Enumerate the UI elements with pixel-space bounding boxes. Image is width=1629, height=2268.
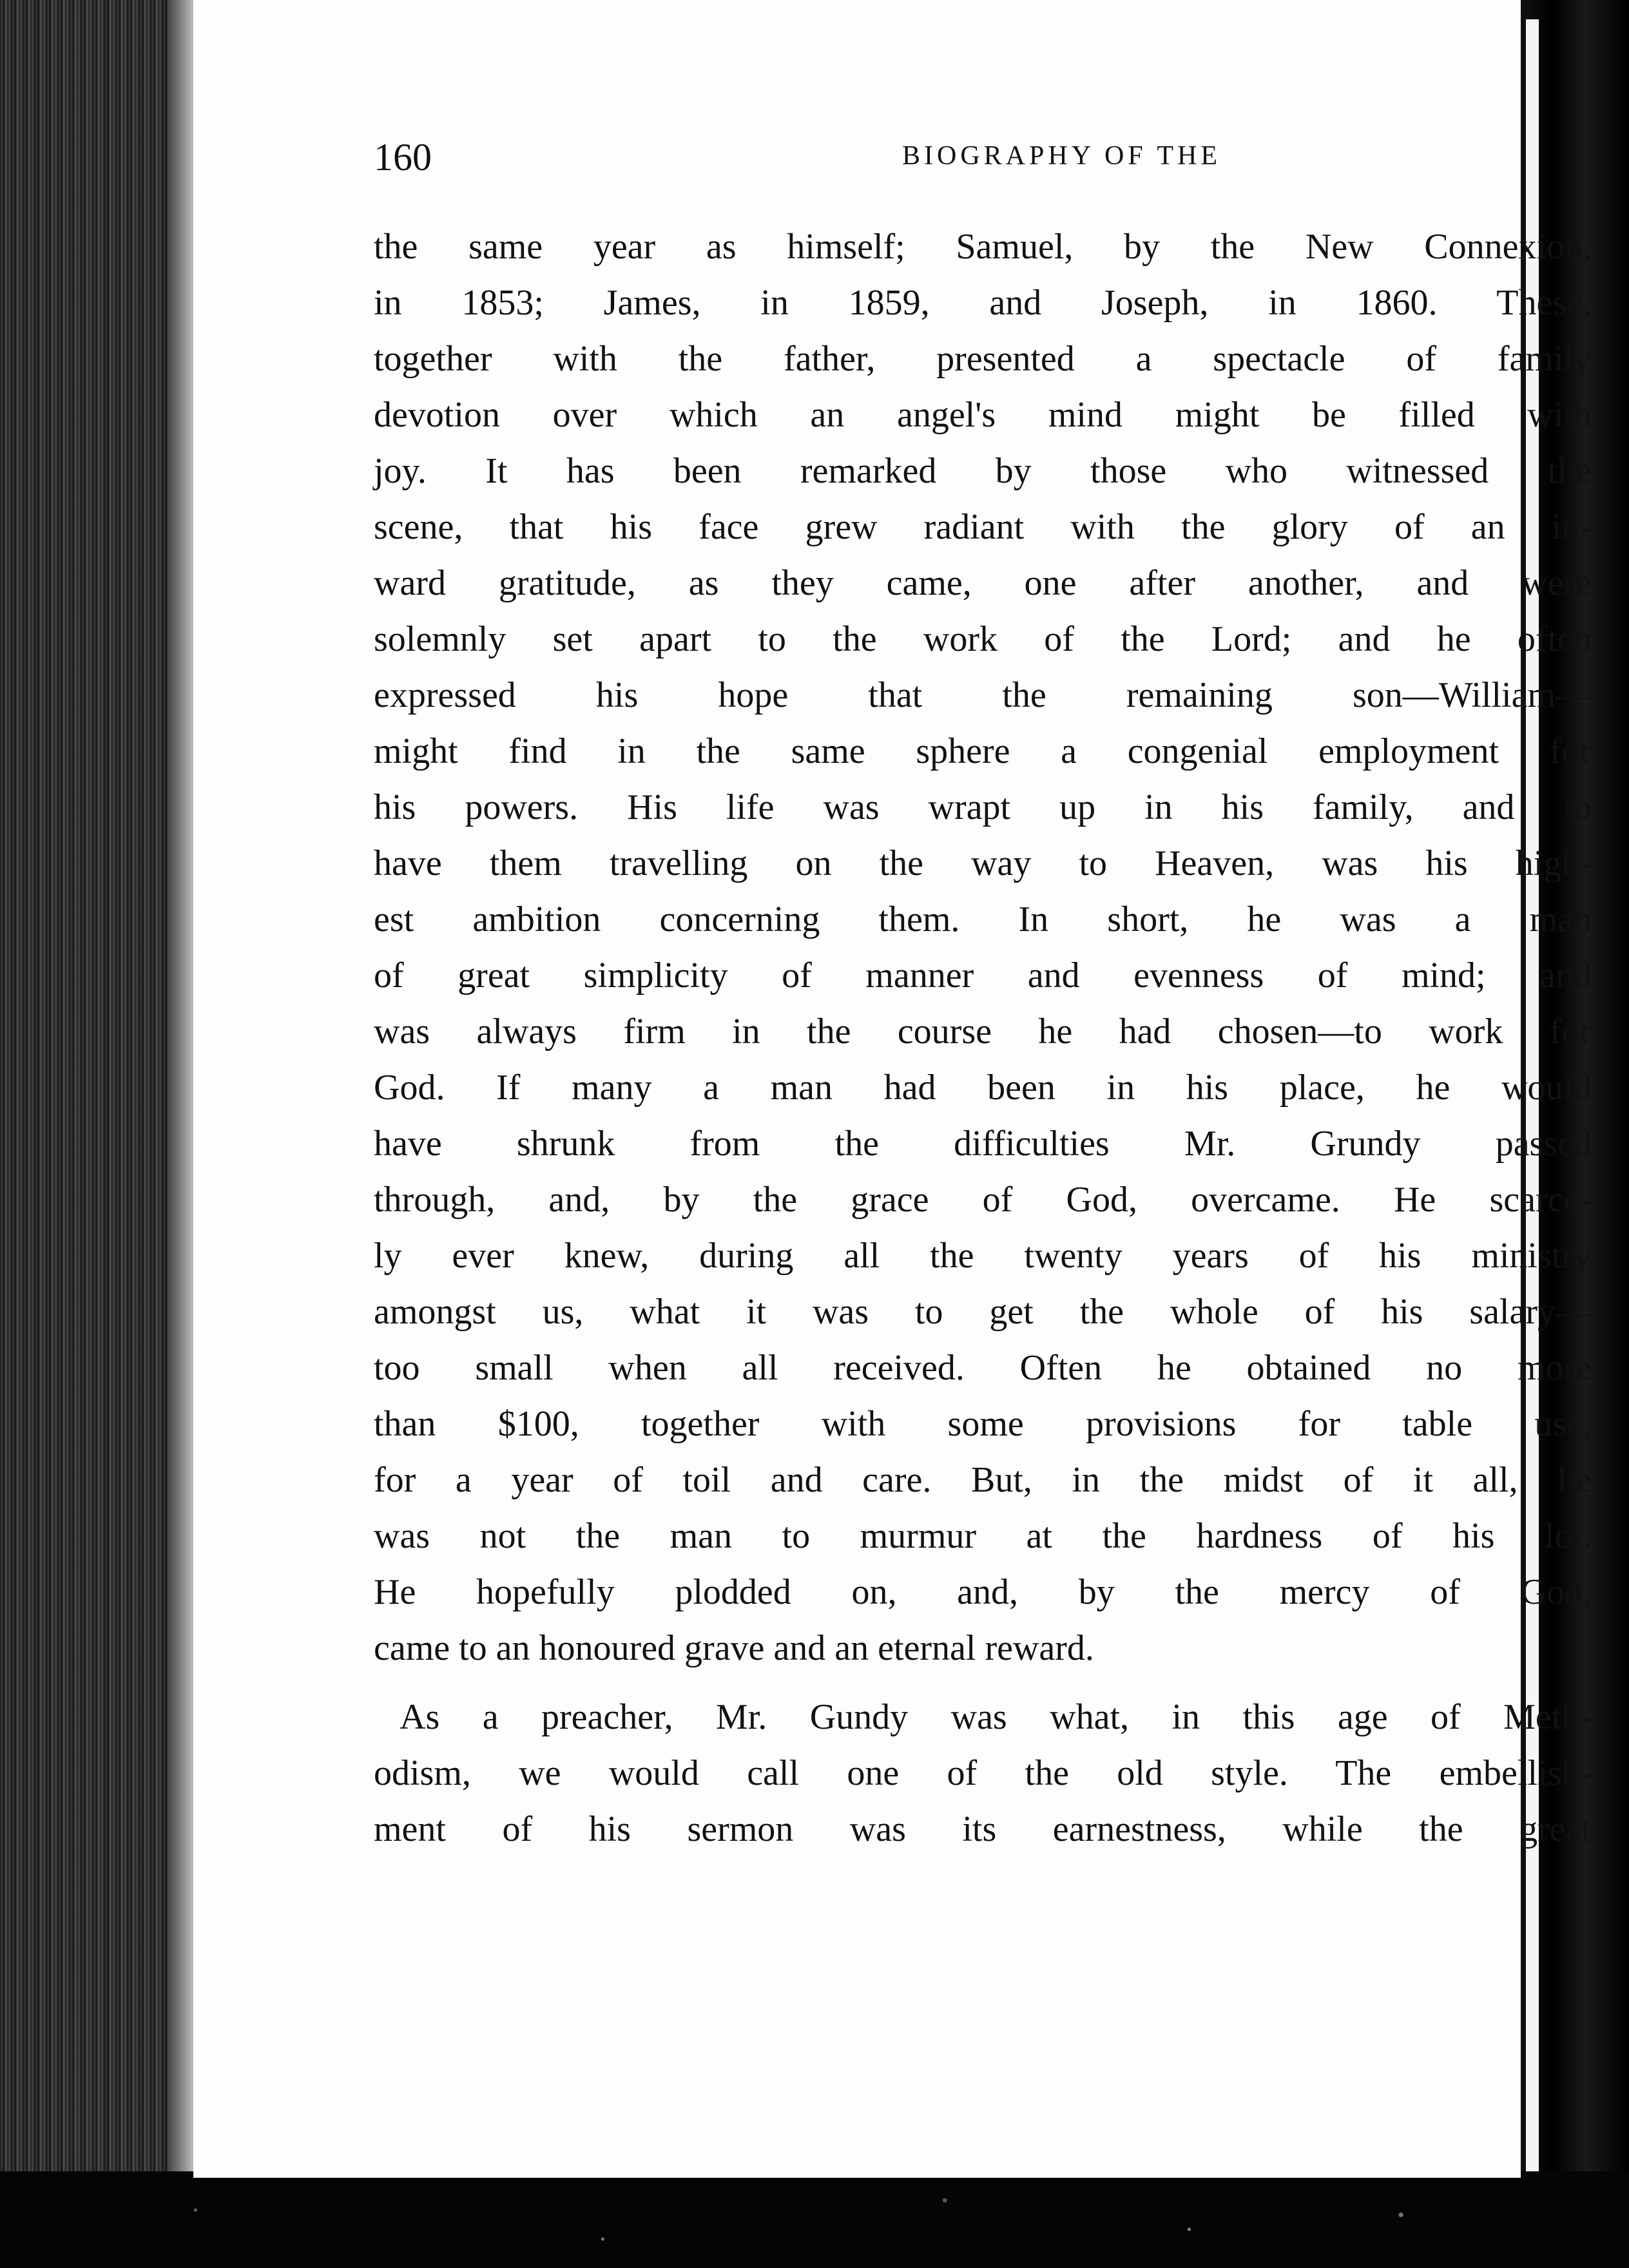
text-line: too small when all received. Often he obtained no more [374,1348,1592,1388]
text-line: might find in the same sphere a congenial employment for [374,731,1592,771]
text-line: the same year as himself; Samuel, by the New Connexion, [374,227,1592,267]
text-line: ment of his sermon was its earnestness, while the great [374,1809,1592,1849]
text-line: est ambition concerning them. In short, he was a man [374,899,1592,939]
text-line: together with the father, presented a spectacle of family [374,339,1592,379]
text-line: through, and, by the grace of God, overcame. He scarce- [374,1180,1592,1220]
text-line: solemnly set apart to the work of the Lord; and he often [374,619,1592,659]
text-line: than $100, together with some provisions for table use, [374,1404,1592,1444]
text-line: joy. It has been remarked by those who witnessed the [374,451,1592,491]
text-line: was not the man to murmur at the hardness of his lot. [374,1516,1592,1556]
text-line: expressed his hope that the remaining son—William— [374,675,1592,715]
text-line: in 1853; James, in 1859, and Joseph, in 1860. These, [374,283,1592,323]
text-line: for a year of toil and care. But, in the midst of it all, he [374,1460,1592,1500]
text-line: have shrunk from the difficulties Mr. Grundy passed [374,1124,1592,1164]
text-line: his powers. His life was wrapt up in his family, and to [374,787,1592,827]
book-page [193,0,1592,2178]
text-line: ward gratitude, as they came, one after another, and were [374,563,1592,603]
text-line: ly ever knew, during all the twenty years of his ministry [374,1236,1592,1276]
page-number: 160 [374,136,432,178]
text-line: amongst us, what it was to get the whole of his salary— [374,1292,1592,1332]
text-line: came to an honoured grave and an eternal reward. [374,1628,1094,1668]
body-text [374,219,1592,1858]
text-line: devotion over which an angel's mind might be filled with [374,395,1592,435]
bottom-scan-border [0,2171,1629,2268]
text-line: God. If many a man had been in his place, he would [374,1068,1592,1108]
text-line: was always firm in the course he had chosen—to work for [374,1012,1592,1052]
paragraph-1 [374,219,1592,1677]
running-head-title: BIOGRAPHY OF THE [902,141,1222,171]
text-line: scene, that his face grew radiant with the glory of an in- [374,507,1592,547]
running-head [374,135,1585,187]
text-line: of great simplicity of manner and evenness of mind; and [374,956,1592,995]
text-line: As a preacher, Mr. Gundy was what, in this age of Meth- [400,1697,1592,1737]
text-line: He hopefully plodded on, and, by the mercy of God, [374,1572,1592,1612]
text-line: odism, we would call one of the old style. The embellish- [374,1753,1592,1793]
text-line: have them travelling on the way to Heaven, was his high- [374,843,1592,883]
left-page-edge [0,0,193,2178]
paragraph-2 [374,1689,1592,1858]
